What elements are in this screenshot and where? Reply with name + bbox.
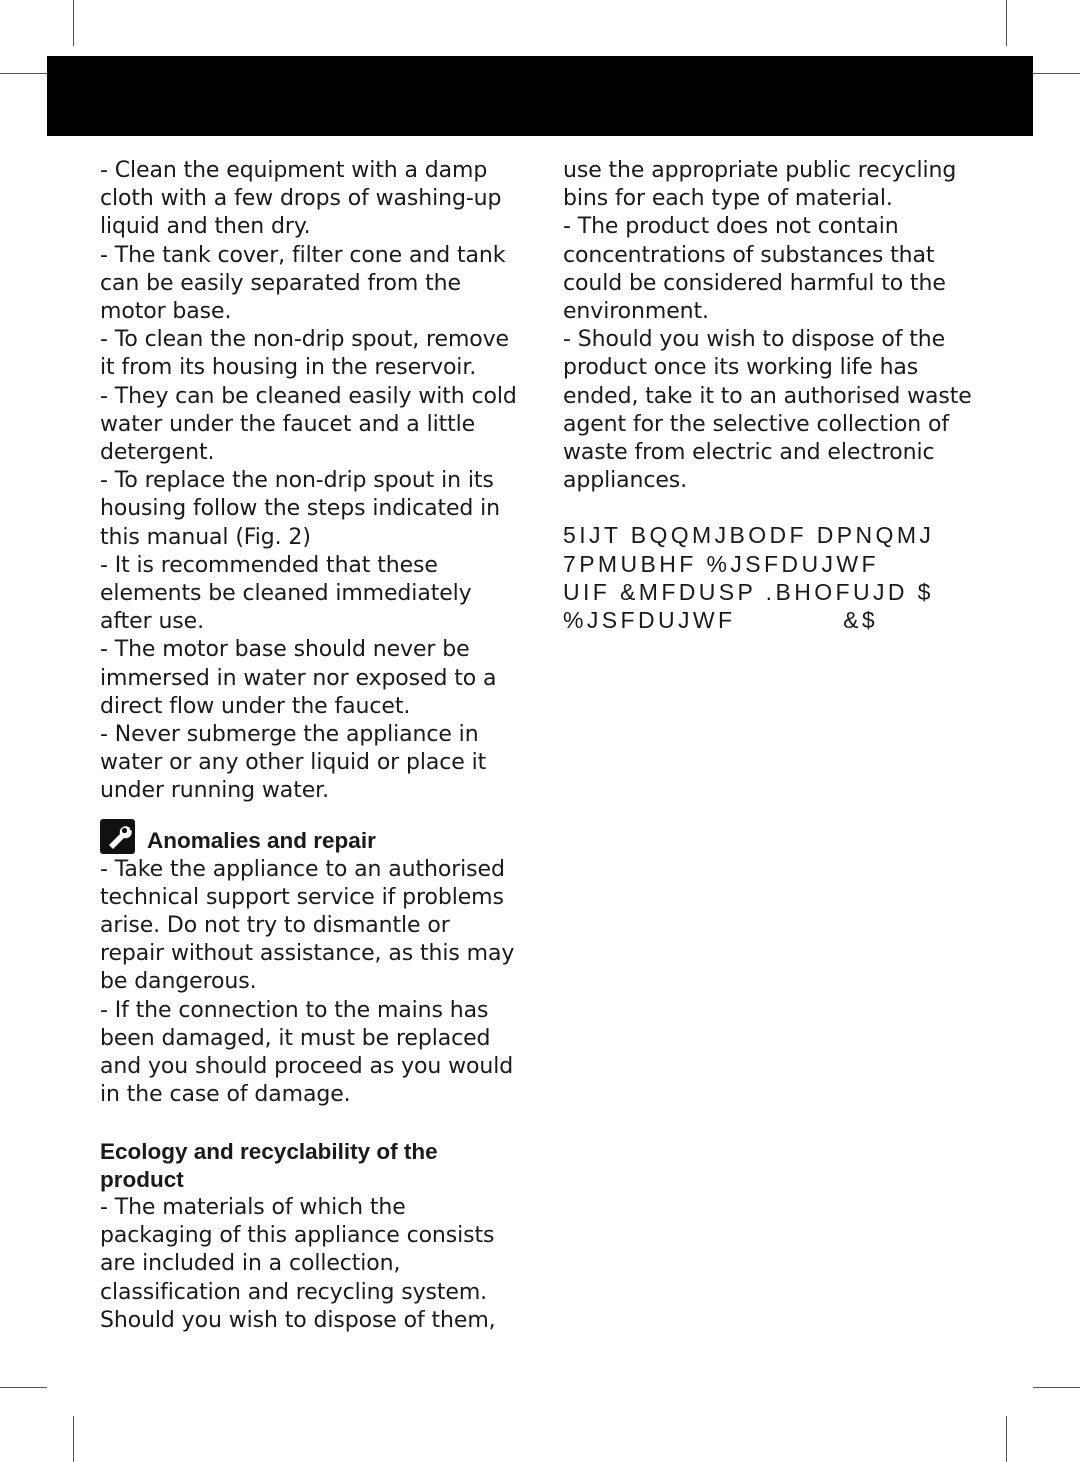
crop-mark bbox=[0, 1387, 47, 1388]
care-paragraph: - Never submerge the appliance in water or any other liquid or place it under running water. bbox=[100, 722, 487, 804]
right-column bbox=[563, 157, 983, 634]
care-paragraph: - It is recommended that these elements be cleaned immediately after use. bbox=[100, 552, 472, 635]
anomalies-paragraph: - If the connection to the mains has been damaged, it must be replaced and you should proceed as you would in the case of damage. bbox=[100, 997, 514, 1108]
anomalies-heading: Anomalies and repair bbox=[147, 828, 376, 854]
recycling-paragraph: use the appropriate public recycling bins for each type of material. bbox=[563, 158, 957, 212]
header-bar bbox=[47, 56, 1033, 136]
recycling-paragraph: - Should you wish to dispose of the product once its working life has ended, take it to an authorised waste agent for the selective collection of waste from electric and electronic appliances. bbox=[563, 327, 972, 494]
garbled-line: 5IJT BQQMJBODF DPNQMJ bbox=[563, 522, 935, 549]
crop-mark bbox=[73, 1416, 74, 1462]
ecology-paragraph: - The materials of which the packaging of this appliance consists are included in a collection, classification and recycling system. Should you wish to dispose of them, bbox=[100, 1194, 496, 1333]
crop-mark bbox=[0, 73, 47, 74]
crop-mark bbox=[1033, 1387, 1080, 1388]
crop-mark bbox=[1006, 0, 1007, 46]
anomalies-paragraph: - Take the appliance to an authorised technical support service if problems arise. Do not try to dismantle or repair without assistance, as this may be dangerous. bbox=[100, 856, 515, 995]
recycling-paragraph: - The product does not contain concentrations of substances that could be considered harmful to the environment. bbox=[563, 214, 946, 325]
crop-mark bbox=[1033, 73, 1080, 74]
care-paragraph: - Clean the equipment with a damp cloth with a few drops of washing-up liquid and then dry. bbox=[100, 158, 502, 240]
care-paragraph: - To replace the non-drip spout in its housing follow the steps indicated in this manual (Fig. 2) bbox=[100, 468, 501, 550]
garbled-compliance-text bbox=[563, 521, 983, 634]
crop-mark bbox=[73, 0, 74, 46]
garbled-line: UIF &MFDUSP .BHOFUJD $ bbox=[563, 578, 934, 605]
wrench-icon bbox=[100, 819, 135, 854]
crop-mark bbox=[1006, 1416, 1007, 1462]
care-paragraph: - They can be cleaned easily with cold water under the faucet and a little detergent. bbox=[100, 383, 517, 466]
care-paragraph: - The motor base should never be immersed in water nor exposed to a direct flow under the faucet. bbox=[100, 637, 497, 719]
care-paragraph: - To clean the non-drip spout, remove it from its housing in the reservoir. bbox=[100, 327, 509, 381]
anomalies-heading-row bbox=[100, 819, 518, 856]
ecology-heading: Ecology and recyclability of the product bbox=[100, 1138, 438, 1192]
garbled-line: 7PMUBHF %JSFDUJWF bbox=[563, 550, 879, 577]
garbled-line: %JSFDUJWF &$ bbox=[563, 607, 879, 634]
left-column bbox=[100, 157, 518, 1335]
care-paragraph: - The tank cover, filter cone and tank can be easily separated from the motor base. bbox=[100, 242, 506, 325]
